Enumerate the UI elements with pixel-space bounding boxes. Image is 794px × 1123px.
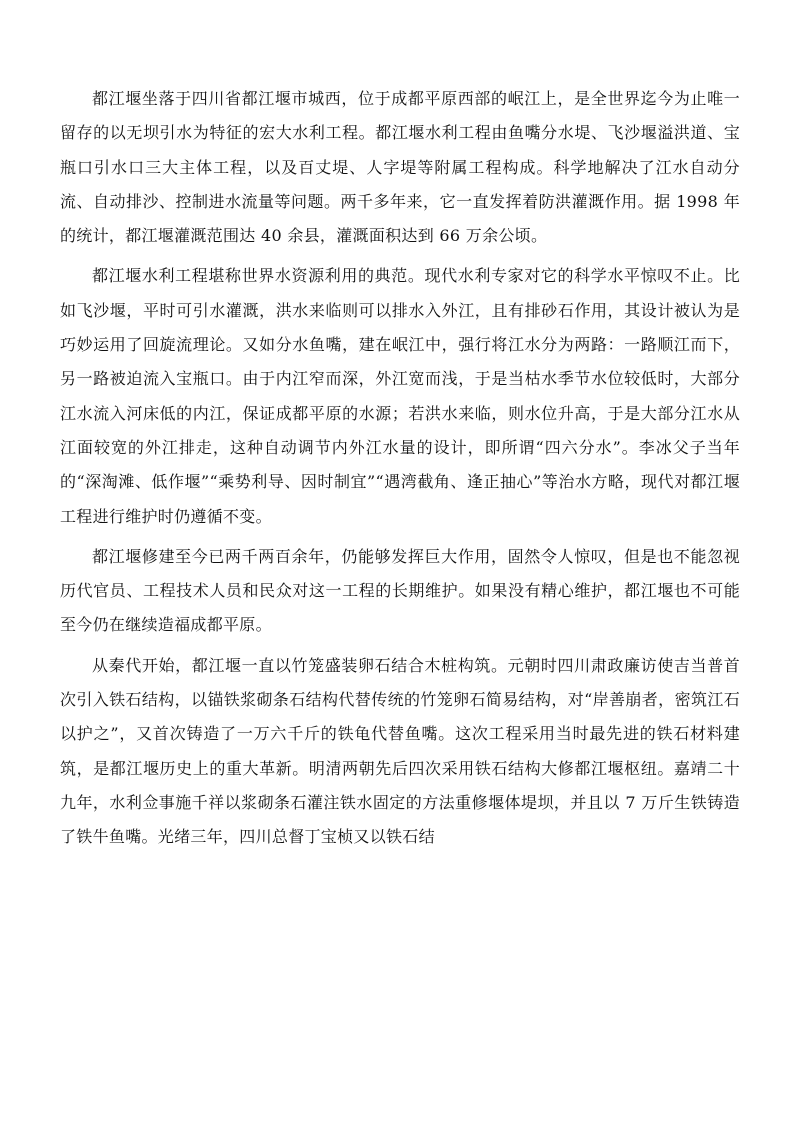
paragraph-3: 都江堰修建至今已两千两百余年，仍能够发挥巨大作用，固然令人惊叹，但是也不能忽视历代官员、工程技术人员和民众对这一工程的长期维护。如果没有精心维护，都江堰也不可能至今仍在继续造福成都平原。	[60, 546, 740, 635]
paragraph-4: 从秦代开始，都江堰一直以竹笼盛装卵石结合木桩构筑。元朝时四川肃政廉访使吉当普首次引入铁石结构，以锚铁浆砌条石结构代替传统的竹笼卵石简易结构，对“岸善崩者，密筑江石以护之”，又首次铸造了一万六千斤的铁龟代替鱼嘴。这次工程采用当时最先进的铁石材料建筑，是都江堰历史上的重大革新。明清两朝先后四次采用铁石结构大修都江堰枢纽。嘉靖二十九年，水利佥事施千祥以浆砌条石灌注铁水固定的方法重修堰体堤坝，并且以 7 万斤生铁铸造了铁牛鱼嘴。光绪三年，四川总督丁宝桢又以铁石结	[60, 655, 740, 847]
document-page	[60, 82, 740, 861]
paragraph-1: 都江堰坐落于四川省都江堰市城西，位于成都平原西部的岷江上，是全世界迄今为止唯一留存的以无坝引水为特征的宏大水利工程。都江堰水利工程由鱼嘴分水堤、飞沙堰溢洪道、宝瓶口引水口三大主体工程，以及百丈堤、人字堤等附属工程构成。科学地解决了江水自动分流、自动排沙、控制进水流量等问题。两千多年来，它一直发挥着防洪灌溉作用。据 1998 年的统计，都江堰灌溉范围达 40 余县，灌溉面积达到 66 万余公顷。	[60, 89, 740, 246]
paragraph-2: 都江堰水利工程堪称世界水资源利用的典范。现代水利专家对它的科学水平惊叹不止。比如飞沙堰，平时可引水灌溉，洪水来临则可以排水入外江，且有排砂石作用，其设计被认为是巧妙运用了回旋流理论。又如分水鱼嘴，建在岷江中，强行将江水分为两路：一路顺江而下，另一路被迫流入宝瓶口。由于内江窄而深，外江宽而浅，于是当枯水季节水位较低时，大部分江水流入河床低的内江，保证成都平原的水源；若洪水来临，则水位升高，于是大部分江水从江面较宽的外江排走，这种自动调节内外江水量的设计，即所谓“四六分水”。李冰父子当年的“深淘滩、低作堰”“乘势利导、因时制宜”“遇湾截角、逢正抽心”等治水方略，现代对都江堰工程进行维护时仍遵循不变。	[60, 266, 740, 526]
